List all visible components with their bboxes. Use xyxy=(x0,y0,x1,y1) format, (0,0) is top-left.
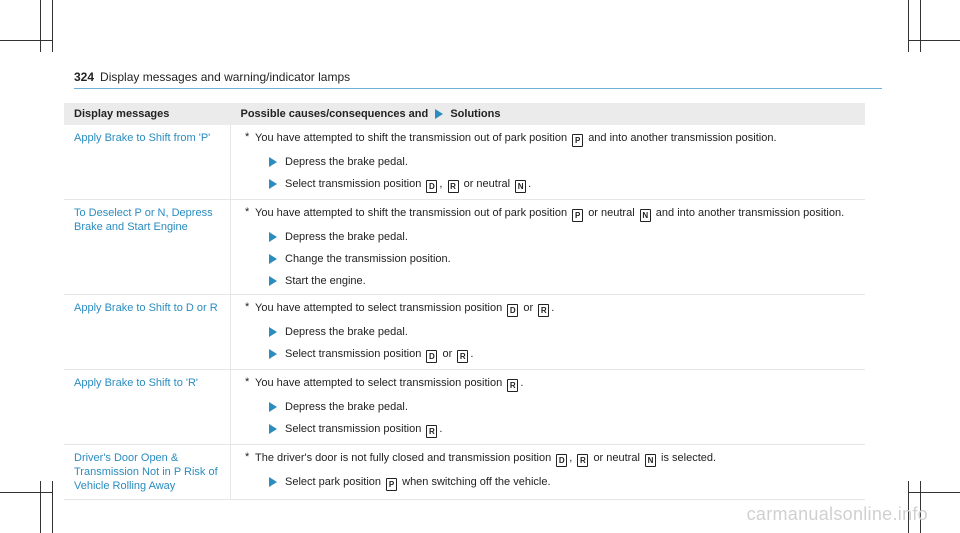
solution-cell xyxy=(231,295,866,370)
display-message: Apply Brake to Shift to D or R xyxy=(64,295,231,370)
display-message: Apply Brake to Shift to 'R' xyxy=(64,370,231,445)
column-header-solutions: Possible causes/consequences and Solutions xyxy=(231,103,866,125)
arrow-right-icon xyxy=(269,349,277,359)
gear-p-icon: P xyxy=(572,209,583,222)
gear-r-icon: R xyxy=(457,350,468,363)
solution-cell xyxy=(231,125,866,200)
crop-mark xyxy=(40,481,41,533)
arrow-right-icon xyxy=(269,232,277,242)
crop-mark xyxy=(52,481,53,533)
gear-r-icon: R xyxy=(538,304,549,317)
cause-text: * You have attempted to shift the transmission out of park position P and into another transmission position. xyxy=(245,131,777,145)
page-number: 324 xyxy=(74,70,95,84)
crop-mark xyxy=(52,0,53,52)
display-message: To Deselect P or N, Depress Brake and Start Engine xyxy=(64,200,231,295)
gear-r-icon: R xyxy=(448,180,459,193)
arrow-right-icon xyxy=(269,179,277,189)
solution-step: Select transmission position D , R or neutral N . xyxy=(241,177,855,193)
watermark: carmanualsonline.info xyxy=(746,504,928,524)
table-row xyxy=(64,445,865,500)
table-row xyxy=(64,370,865,445)
gear-p-icon: P xyxy=(572,134,583,147)
table-header-row xyxy=(64,103,865,125)
crop-mark xyxy=(0,492,52,493)
solution-cell xyxy=(231,370,866,445)
display-message: Apply Brake to Shift from 'P' xyxy=(64,125,231,200)
page-header xyxy=(74,70,882,89)
gear-d-icon: D xyxy=(556,454,567,467)
gear-n-icon: N xyxy=(515,180,526,193)
gear-r-icon: R xyxy=(426,425,437,438)
solution-step: Depress the brake pedal. xyxy=(241,230,855,244)
gear-p-icon: P xyxy=(386,478,397,491)
arrow-right-icon xyxy=(269,477,277,487)
cause-text: * You have attempted to select transmission position D or R . xyxy=(245,301,555,315)
gear-d-icon: D xyxy=(426,180,437,193)
cause-text: * The driver's door is not fully closed and transmission position D , R or neutral N is selected. xyxy=(245,451,717,465)
crop-mark xyxy=(908,492,960,493)
arrow-right-icon xyxy=(269,424,277,434)
solution-step: Depress the brake pedal. xyxy=(241,400,855,414)
column-header-messages: Display messages xyxy=(64,103,231,125)
solution-step: Depress the brake pedal. xyxy=(241,325,855,339)
arrow-right-icon xyxy=(269,157,277,167)
solution-step: Select transmission position R . xyxy=(241,422,855,438)
crop-mark xyxy=(908,40,960,41)
crop-mark xyxy=(908,0,909,52)
cause-text: * You have attempted to select transmission position R . xyxy=(245,376,524,390)
crop-mark xyxy=(920,0,921,52)
solution-step: Change the transmission position. xyxy=(241,252,855,266)
solution-cell xyxy=(231,200,866,295)
solution-step: Select transmission position D or R . xyxy=(241,347,855,363)
gear-r-icon: R xyxy=(577,454,588,467)
arrow-right-icon xyxy=(435,109,443,119)
crop-mark xyxy=(40,0,41,52)
arrow-right-icon xyxy=(269,254,277,264)
arrow-right-icon xyxy=(269,327,277,337)
gear-d-icon: D xyxy=(426,350,437,363)
display-message: Driver's Door Open & Transmission Not in P Risk of Vehicle Rolling Away xyxy=(64,445,231,500)
cause-text: * You have attempted to shift the transmission out of park position P or neutral N and into another transmission position. xyxy=(245,206,845,220)
table-row xyxy=(64,295,865,370)
solution-cell xyxy=(231,445,866,500)
solution-step: Start the engine. xyxy=(241,274,855,288)
solution-step: Select park position P when switching off the vehicle. xyxy=(241,475,855,491)
arrow-right-icon xyxy=(269,402,277,412)
gear-n-icon: N xyxy=(645,454,656,467)
gear-r-icon: R xyxy=(507,379,518,392)
display-messages-table xyxy=(64,103,865,500)
gear-d-icon: D xyxy=(507,304,518,317)
page-title: Display messages and warning/indicator lamps xyxy=(100,70,351,84)
table-row xyxy=(64,200,865,295)
arrow-right-icon xyxy=(269,276,277,286)
table-row xyxy=(64,125,865,200)
crop-mark xyxy=(0,40,52,41)
solution-step: Depress the brake pedal. xyxy=(241,155,855,169)
gear-n-icon: N xyxy=(640,209,651,222)
